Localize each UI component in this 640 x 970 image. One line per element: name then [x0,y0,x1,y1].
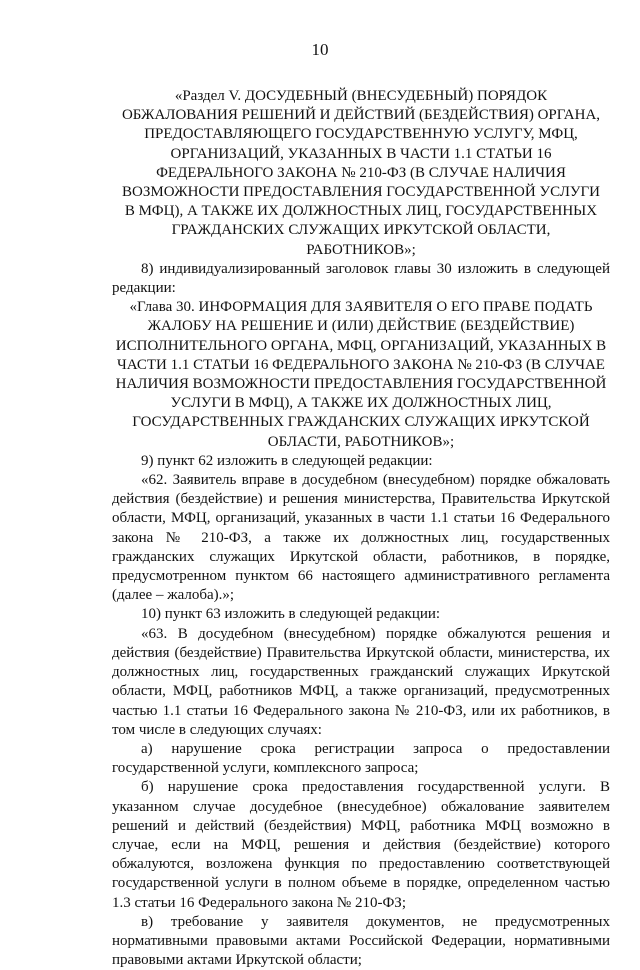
subparagraph-v: в) требование у заявителя документов, не предусмотренных нормативными правовыми актами Российской Федерации, нормативными правовыми актами Иркутской области; [112,913,610,969]
page-number: 10 [311,40,329,59]
paragraph-62: «62. Заявитель вправе в досудебном (внесудебном) порядке обжаловать действия (бездействие) и решения министерства, Правительства Иркутской области, МФЦ, организаций, указанных в части 1.1 статьи 16 Федерального закона № 210-ФЗ, а также их должностных лиц, государственных гражданских служащих Иркутской области, работников, в порядке, предусмотренном пунктом 66 настоящего административного регламента (далее – жалоба).»; [112,472,610,604]
paragraph-item-9: 9) пункт 62 изложить в следующей редакции: [141,452,433,469]
subparagraph-b: б) нарушение срока предоставления государственной услуги. В указанном случае досудебное (внесудебное) обжалование заявителем решений и действий (бездействия) МФЦ, работника МФЦ возможно в случае, если на МФЦ, решения и действия (бездействие) которого обжалуются, возложена функция по предоставлению соответствующей государственной услуги в полном объеме в порядке, определенном частью 1.3 статьи 16 Федерального закона № 210-ФЗ; [112,779,610,911]
paragraph-item-10: 10) пункт 63 изложить в следующей редакции: [141,606,441,623]
section-heading: «Раздел V. ДОСУДЕБНЫЙ (ВНЕСУДЕБНЫЙ) ПОРЯДОК ОБЖАЛОВАНИЯ РЕШЕНИЙ И ДЕЙСТВИЙ (БЕЗДЕЙСТВИЯ) ОРГАНА, ПРЕДОСТАВЛЯЮЩЕГО ГОСУДАРСТВЕННУЮ УСЛУГУ, МФЦ, ОРГАНИЗАЦИЙ, УКАЗАННЫХ В ЧАСТИ 1.1 СТАТЬИ 16 ФЕДЕРАЛЬНОГО ЗАКОНА № 210-ФЗ (В СЛУЧАЕ НАЛИЧИЯ ВОЗМОЖНОСТИ ПРЕДОСТАВЛЕНИЯ ГОСУДАРСТВЕННОЙ УСЛУГИ В МФЦ), А ТАКЖЕ ИХ ДОЛЖНОСТНЫХ ЛИЦ, ГОСУДАРСТВЕННЫХ ГРАЖДАНСКИХ СЛУЖАЩИХ ИРКУТСКОЙ ОБЛАСТИ, РАБОТНИКОВ»; [121,88,601,258]
paragraph-item-8: 8) индивидуализированный заголовок главы 30 изложить в следующей редакции: [112,260,610,297]
document-body [112,87,610,970]
subparagraph-a: а) нарушение срока регистрации запроса о предоставлении государственной услуги, комплексного запроса; [112,740,610,777]
paragraph-63: «63. В досудебном (внесудебном) порядке обжалуются решения и действия (бездействие) Правительства Иркутской области, министерства, их должностных лиц, государственных гражданский служащих Иркутской области, МФЦ, работников МФЦ, а также организаций, предусмотренных частью 1.1 статьи 16 Федерального закона № 210-ФЗ, или их работников, в том числе в следующих случаях: [112,625,610,738]
chapter-heading: «Глава 30. ИНФОРМАЦИЯ ДЛЯ ЗАЯВИТЕЛЯ О ЕГО ПРАВЕ ПОДАТЬ ЖАЛОБУ НА РЕШЕНИЕ И (ИЛИ) ДЕЙСТВИЕ (БЕЗДЕЙСТВИЕ) ИСПОЛНИТЕЛЬНОГО ОРГАНА, МФЦ, ОРГАНИЗАЦИЙ, УКАЗАННЫХ В ЧАСТИ 1.1 СТАТЬИ 16 ФЕДЕРАЛЬНОГО ЗАКОНА № 210-ФЗ (В СЛУЧАЕ НАЛИЧИЯ ВОЗМОЖНОСТИ ПРЕДОСТАВЛЕНИЯ ГОСУДАРСТВЕННОЙ УСЛУГИ В МФЦ), А ТАКЖЕ ИХ ДОЛЖНОСТНЫХ ЛИЦ, ГОСУДАРСТВЕННЫХ ГРАЖДАНСКИХ СЛУЖАЩИХ ИРКУТСКОЙ ОБЛАСТИ, РАБОТНИКОВ»; [115,299,607,450]
